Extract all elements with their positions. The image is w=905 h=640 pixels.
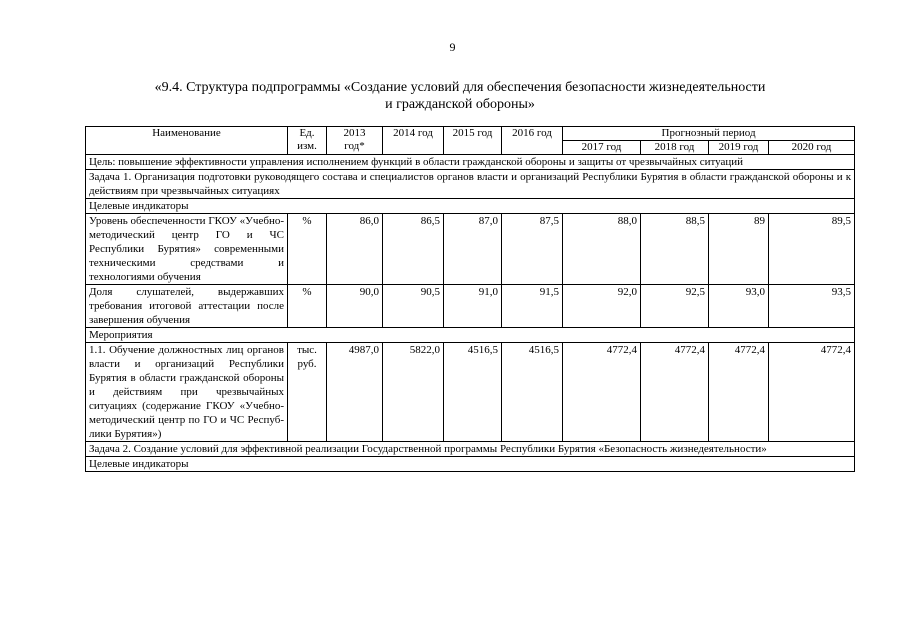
section-title-line-2: и гражданской обороны» — [385, 97, 535, 112]
header-2015: 2015 год — [444, 127, 502, 155]
value-2014: 86,5 — [383, 214, 444, 285]
value-2016: 91,5 — [502, 285, 563, 328]
header-unit-line-1: Ед. — [299, 127, 315, 139]
indicator-unit: % — [288, 214, 327, 285]
value-2019: 4772,4 — [709, 343, 769, 442]
page-number: 9 — [449, 40, 456, 54]
value-2018: 92,5 — [641, 285, 709, 328]
indicator-name: Доля слушателей, выдержавших требования итоговой аттестации после завершения обучения — [86, 285, 288, 328]
header-unit — [288, 127, 327, 155]
measure-name: 1.1. Обучение должностных лиц органов власти и организаций Республики Бурятия в области гражданской обороны и действиям при чрезвычайных ситуациях (содержание ГКОУ «Учебно-методический центр по ГО и ЧС Республики Бурятия») — [86, 343, 288, 442]
table-row — [86, 343, 855, 442]
header-row — [86, 127, 855, 141]
value-2016: 87,5 — [502, 214, 563, 285]
table-row — [86, 214, 855, 285]
value-2019: 93,0 — [709, 285, 769, 328]
target-indicators-label: Целевые индикаторы — [86, 199, 855, 214]
value-2019: 89 — [709, 214, 769, 285]
target-indicators-row — [86, 457, 855, 472]
task-1-row — [86, 170, 855, 199]
subprogram-structure-table — [85, 126, 855, 472]
measures-row — [86, 328, 855, 343]
value-2018: 4772,4 — [641, 343, 709, 442]
measures-label: Мероприятия — [86, 328, 855, 343]
value-2018: 88,5 — [641, 214, 709, 285]
target-indicators-label: Целевые индикаторы — [86, 457, 855, 472]
measure-unit — [288, 343, 327, 442]
value-2014: 90,5 — [383, 285, 444, 328]
header-name: Наименование — [86, 127, 288, 155]
value-2013: 86,0 — [327, 214, 383, 285]
indicator-name: Уровень обеспеченности ГКОУ «Учебно-методический центр ГО и ЧС Республики Бурятия» современными техническими средствами и технологиями обучения — [86, 214, 288, 285]
task-2-text: Задача 2. Создание условий для эффективной реализации Государственной программы Республики Бурятия «Безопасность жизнедеятельности» — [86, 442, 855, 457]
value-2020: 93,5 — [769, 285, 855, 328]
goal-text: Цель: повышение эффективности управления исполнением функций в области гражданской обороны и защиты от чрезвычайных ситуаций — [86, 155, 855, 170]
measure-unit-line-2: руб. — [297, 358, 317, 370]
value-2016: 4516,5 — [502, 343, 563, 442]
task-1-text: Задача 1. Организация подготовки руководящего состава и специалистов органов власти и организаций Республики Бурятия в области гражданской обороны и к действиям при чрезвычайных ситуациях — [86, 170, 855, 199]
header-2017: 2017 год — [563, 141, 641, 155]
target-indicators-row — [86, 199, 855, 214]
header-2018: 2018 год — [641, 141, 709, 155]
value-2014: 5822,0 — [383, 343, 444, 442]
section-title-line-1: «9.4. Структура подпрограммы «Создание условий для обеспечения безопасности жизнедеятельности — [154, 80, 766, 95]
value-2017: 88,0 — [563, 214, 641, 285]
value-2013: 4987,0 — [327, 343, 383, 442]
value-2017: 4772,4 — [563, 343, 641, 442]
value-2015: 91,0 — [444, 285, 502, 328]
header-unit-line-2: изм. — [297, 140, 317, 152]
table-row — [86, 285, 855, 328]
value-2017: 92,0 — [563, 285, 641, 328]
value-2015: 87,0 — [444, 214, 502, 285]
header-2013-line-2: год* — [344, 140, 365, 152]
value-2015: 4516,5 — [444, 343, 502, 442]
task-2-row — [86, 442, 855, 457]
value-2020: 89,5 — [769, 214, 855, 285]
goal-row — [86, 155, 855, 170]
section-title — [100, 79, 820, 113]
header-2014: 2014 год — [383, 127, 444, 155]
header-2019: 2019 год — [709, 141, 769, 155]
header-forecast-period: Прогнозный период — [563, 127, 855, 141]
header-2013-line-1: 2013 — [343, 127, 366, 139]
header-2020: 2020 год — [769, 141, 855, 155]
header-2013 — [327, 127, 383, 155]
indicator-unit: % — [288, 285, 327, 328]
measure-unit-line-1: тыс. — [297, 344, 317, 356]
header-2016: 2016 год — [502, 127, 563, 155]
value-2013: 90,0 — [327, 285, 383, 328]
value-2020: 4772,4 — [769, 343, 855, 442]
